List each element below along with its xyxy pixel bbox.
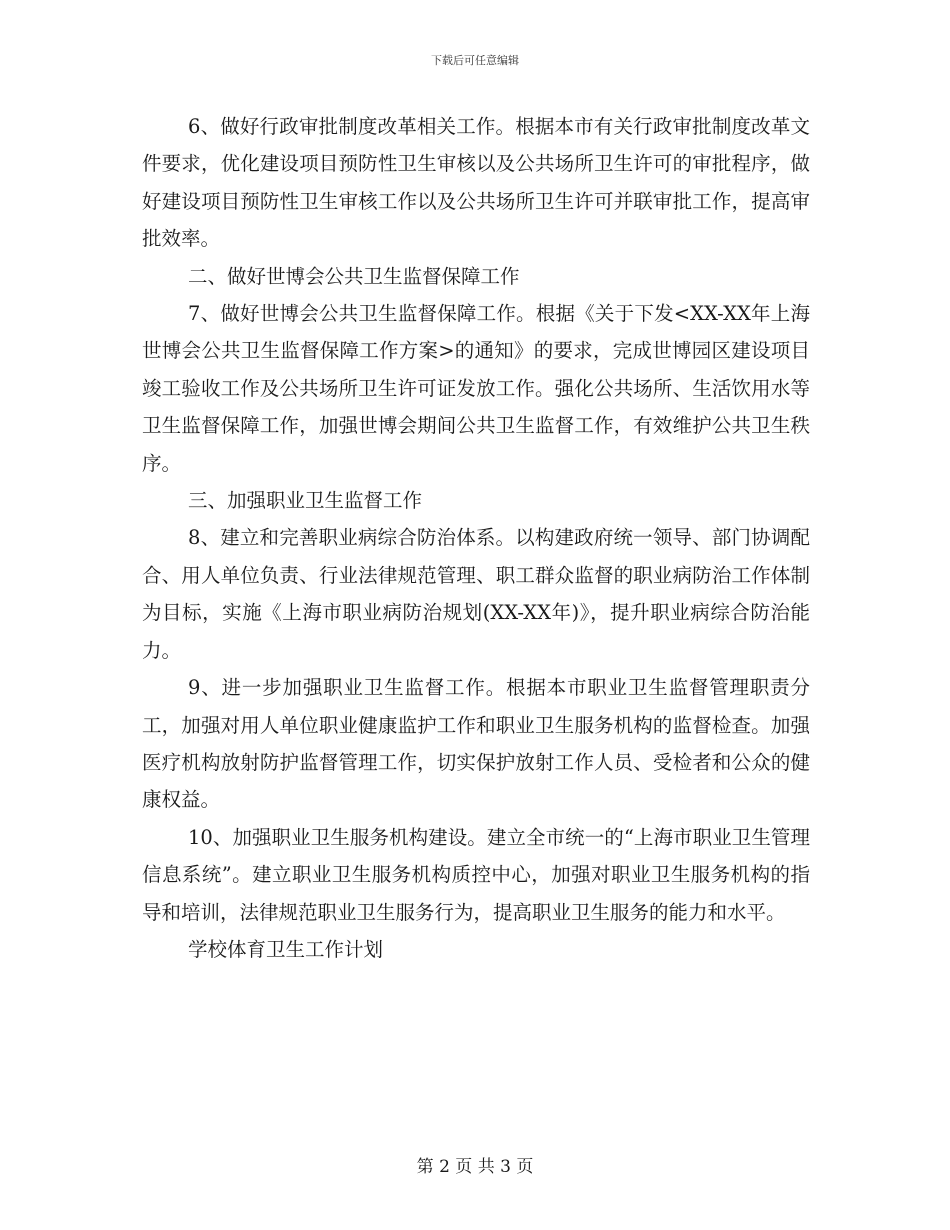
section-heading-3: 三、加强职业卫生监督工作 [188,489,423,513]
paragraph-item-8: 8、建立和完善职业病综合防治体系。以构建政府统一领导、部门协调配合、用人单位负责、行业法律规范管理、职工群众监督的职业病防治工作体制为目标，实施《上海市职业病防治规划(XX-XX年)》，提升职业病综合防治能力。 [142,526,810,662]
document-body [142,108,810,968]
paragraph-item-10: 10、加强职业卫生服务机构建设。建立全市统一的“上海市职业卫生管理信息系统”。建立职业卫生服务机构质控中心，加强对职业卫生服务机构的指导和培训，法律规范职业卫生服务行为，提高职业卫生服务的能力和水平。 [142,825,810,924]
page-number-footer: 第 2 页 共 3 页 [416,1157,534,1177]
section-heading-2: 二、做好世博会公共卫生监督保障工作 [188,264,520,288]
paragraph-item-9: 9、进一步加强职业卫生监督工作。根据本市职业卫生监督管理职责分工，加强对用人单位职业健康监护工作和职业卫生服务机构的监督检查。加强医疗机构放射防护监督管理工作，切实保护放射工作人员、受检者和公众的健康权益。 [142,676,810,812]
next-section-title: 学校体育卫生工作计划 [188,937,384,961]
paragraph-item-7: 7、做好世博会公共卫生监督保障工作。根据《关于下发<XX-XX年上海世博会公共卫生监督保障工作方案>的通知》的要求，完成世博园区建设项目竣工验收工作及公共场所卫生许可证发放工作。强化公共场所、生活饮用水等卫生监督保障工作，加强世博会期间公共卫生监督工作，有效维护公共卫生秩序。 [142,302,810,475]
page-header-note: 下载后可任意编辑 [431,54,519,67]
paragraph-item-6: 6、做好行政审批制度改革相关工作。根据本市有关行政审批制度改革文件要求，优化建设项目预防性卫生审核以及公共场所卫生许可的审批程序，做好建设项目预防性卫生审核工作以及公共场所卫生许可并联审批工作，提高审批效率。 [142,115,810,251]
